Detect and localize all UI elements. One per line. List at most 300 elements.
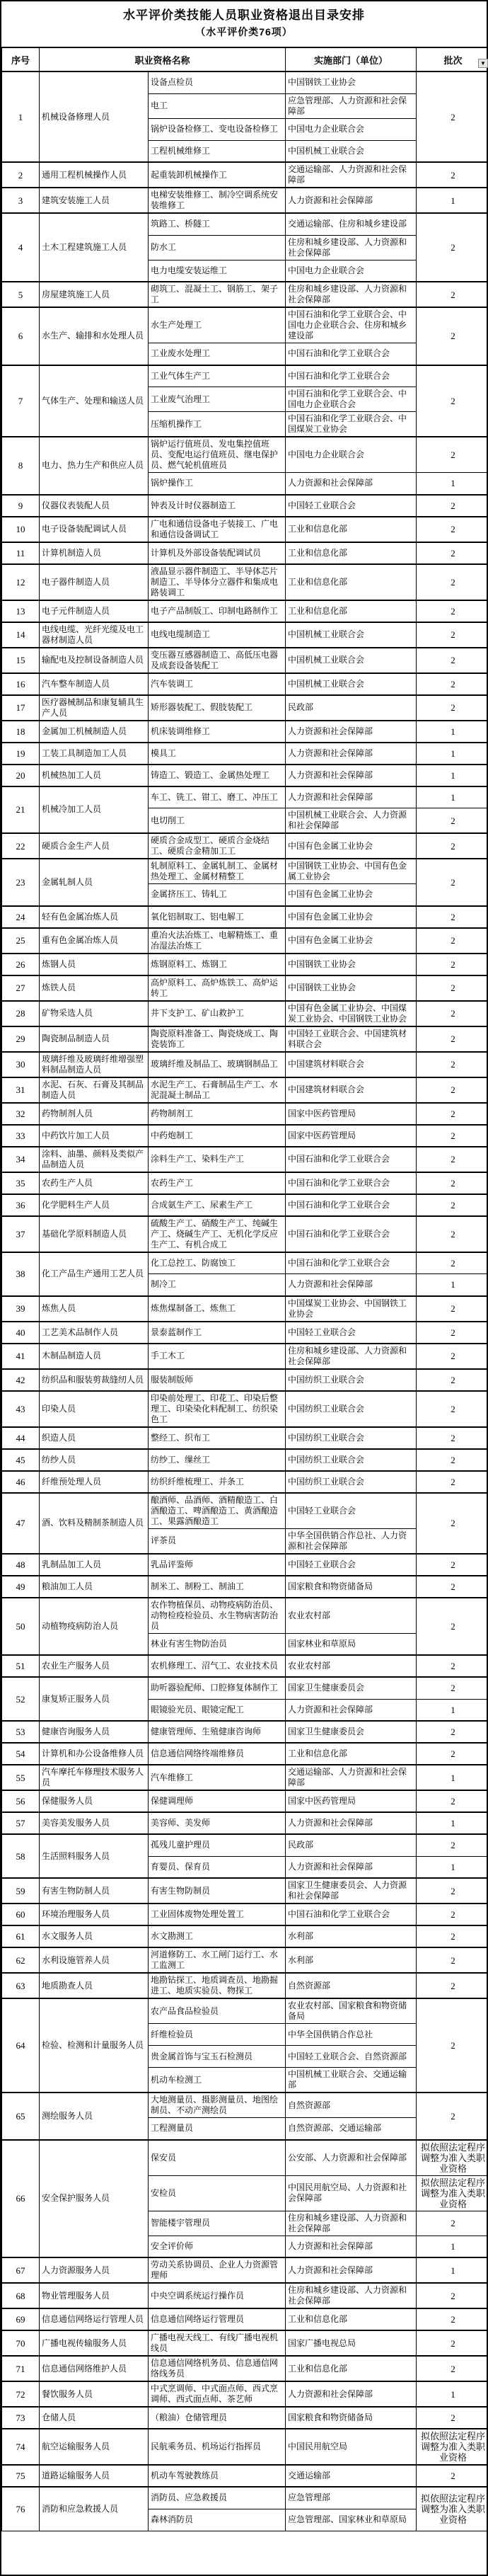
row-index-cell: 29 — [2, 1026, 40, 1052]
row-index-cell: 59 — [2, 1878, 40, 1904]
category-cell: 机械热加工人员 — [40, 765, 149, 786]
category-cell: 医疗器械制品和康复辅具生产人员 — [40, 695, 149, 721]
category-cell: 康复矫正服务人员 — [40, 1677, 149, 1721]
category-cell: 通用工程机械操作人员 — [40, 162, 149, 188]
department-cell: 住房和城乡建设部、人力资源和社会保障部 — [286, 235, 417, 260]
table-row — [2, 786, 488, 808]
category-cell: 汽车整车制造人员 — [40, 673, 149, 695]
batch-cell: 2 — [417, 1925, 488, 1947]
batch-cell: 1 — [417, 2236, 488, 2257]
qualification-cell: 工程机械维修工 — [149, 140, 286, 162]
row-index-cell: 74 — [2, 2429, 40, 2465]
qualification-cell: 液晶显示器件制造工、半导体芯片制造工、半导体分立器件和集成电路装调工 — [149, 564, 286, 600]
department-cell: 人力资源和社会保障部 — [286, 1699, 417, 1721]
table-row — [2, 1878, 488, 1904]
department-cell: 中国有色金属工业协会 — [286, 928, 417, 954]
batch-cell: 2 — [417, 600, 488, 622]
row-index-cell: 27 — [2, 975, 40, 1001]
qualification-cell: 涂料生产工、染料生产工 — [149, 1147, 286, 1172]
row-index-cell: 34 — [2, 1147, 40, 1172]
batch-cell: 2 — [417, 1790, 488, 1812]
row-index-cell: 10 — [2, 517, 40, 542]
department-cell: 公安部、人力资源和社会保障部 — [286, 2140, 417, 2176]
table-row — [2, 2257, 488, 2283]
table-row — [2, 1125, 488, 1147]
department-cell: 中国建筑材料联合会 — [286, 1077, 417, 1103]
qualification-cell: 砌筑工、混凝土工、钢筋工、架子工 — [149, 282, 286, 307]
qualification-cell: 计算机及外部设备装配调试员 — [149, 542, 286, 564]
category-cell: 乳制品加工人员 — [40, 1554, 149, 1576]
department-cell: 人力资源和社会保障部 — [286, 786, 417, 808]
department-cell: 中国机械工业联合会、交通运输部 — [286, 2068, 417, 2093]
batch-cell: 2 — [417, 2356, 488, 2381]
table-row — [2, 542, 488, 564]
row-index-cell: 58 — [2, 1834, 40, 1878]
department-cell: 中国纺织工业联合会 — [286, 1369, 417, 1391]
department-cell: 自然资源部、交通运输部 — [286, 2118, 417, 2140]
table-row — [2, 1216, 488, 1252]
qualification-cell: 轧制原料工、金属轧制工、金属材热处理工、金属材精整工 — [149, 859, 286, 884]
row-index-cell: 37 — [2, 1216, 40, 1252]
table-row — [2, 673, 488, 695]
row-index-cell: 76 — [2, 2487, 40, 2531]
batch-cell: 拟依照法定程序调整为准入类职业资格 — [417, 2429, 488, 2465]
qualification-cell: 锅炉运行值班员、发电集控值班员、变配电运行值班员、继电保护员、燃气轮机值班员 — [149, 437, 286, 473]
batch-cell: 2 — [417, 1721, 488, 1743]
category-cell: 生活照料服务人员 — [40, 1834, 149, 1878]
batch-cell: 2 — [417, 2465, 488, 2487]
category-cell: 航空运输服务人员 — [40, 2429, 149, 2465]
qualification-cell: 广电和通信设备电子装接工、广电和通信设备调试工 — [149, 517, 286, 542]
qualification-cell: 乳品评鉴师 — [149, 1554, 286, 1576]
row-index-cell: 11 — [2, 542, 40, 564]
batch-cell: 1 — [417, 2257, 488, 2283]
batch-cell: 2 — [417, 1998, 488, 2093]
qualification-cell: 电梯安装维修工、制冷空调系统安装维修工 — [149, 188, 286, 213]
qualification-cell: 筑路工、桥隧工 — [149, 213, 286, 235]
qualification-cell: 防水工 — [149, 235, 286, 260]
qualification-cell: 大地测量员、摄影测量员、地图绘制员、不动产测绘员 — [149, 2093, 286, 2118]
row-index-cell: 42 — [2, 1369, 40, 1391]
header-department: 实施部门（单位） — [286, 47, 417, 71]
qualification-cell: 钟表及计时仪器制造工 — [149, 495, 286, 517]
qualification-cell: 印染前处理工、印花工、印染后整理工、印染染化料配制工、纺织染色工 — [149, 1391, 286, 1427]
batch-cell: 2 — [417, 673, 488, 695]
category-cell: 陶瓷制品制造人员 — [40, 1026, 149, 1052]
category-cell: 有害生物防制人员 — [40, 1878, 149, 1904]
qualification-cell: 劳动关系协调员、企业人力资源管理师 — [149, 2257, 286, 2283]
table-row — [2, 2330, 488, 2356]
row-index-cell: 17 — [2, 695, 40, 721]
department-cell: 中国纺织工业联合会 — [286, 1391, 417, 1427]
row-index-cell: 65 — [2, 2093, 40, 2140]
department-cell: 交通运输部、人力资源和社会保障部 — [286, 1765, 417, 1790]
department-cell: 人力资源和社会保障部 — [286, 1812, 417, 1834]
department-cell: 中国轻工业联合会、自然资源部 — [286, 2046, 417, 2068]
table-row — [2, 564, 488, 600]
category-cell: 气体生产、处理和输送人员 — [40, 365, 149, 437]
department-cell: 人力资源和社会保障部 — [286, 2236, 417, 2257]
qualification-cell: 农药生产工 — [149, 1172, 286, 1194]
department-cell: 中国石油和化学工业联合会 — [286, 1252, 417, 1274]
batch-cell: 1 — [417, 765, 488, 786]
row-index-cell: 30 — [2, 1052, 40, 1077]
qualification-cell: 手工木工 — [149, 1344, 286, 1369]
category-cell: 金属轧制人员 — [40, 859, 149, 906]
row-index-cell: 38 — [2, 1252, 40, 1296]
department-cell: 中国石油和化学工业联合会、中国电力企业联合会 — [286, 387, 417, 412]
category-cell: 硬质合金生产人员 — [40, 833, 149, 859]
department-cell: 中国纺织工业联合会 — [286, 1449, 417, 1471]
department-cell: 工业和信息化部 — [286, 1743, 417, 1765]
department-cell: 人力资源和社会保障部 — [286, 473, 417, 495]
qualification-cell: 有害生物防制员 — [149, 1878, 286, 1904]
row-index-cell: 60 — [2, 1904, 40, 1925]
table-row — [2, 1598, 488, 1634]
qualification-cell: 民航乘务员、机场运行指挥员 — [149, 2429, 286, 2465]
row-index-cell: 22 — [2, 833, 40, 859]
row-index-cell: 62 — [2, 1947, 40, 1973]
category-cell: 测绘服务人员 — [40, 2093, 149, 2140]
batch-cell: 2 — [417, 1391, 488, 1427]
qualification-cell: 信息通信网络运行管理员 — [149, 2308, 286, 2330]
category-cell: 药物制剂人员 — [40, 1103, 149, 1125]
department-cell: 人力资源和社会保障部 — [286, 765, 417, 786]
row-index-cell: 23 — [2, 859, 40, 906]
category-cell: 汽车摩托车修理技术服务人员 — [40, 1765, 149, 1790]
batch-cell: 拟依照法定程序调整为准入类职业资格 — [417, 2140, 488, 2176]
table-row — [2, 1655, 488, 1677]
department-cell: 民政部 — [286, 1834, 417, 1856]
category-cell: 玻璃纤维及玻璃纤维增强塑料制品制造人员 — [40, 1052, 149, 1077]
batch-cell: 2 — [417, 975, 488, 1001]
department-cell: 中国轻工业联合会 — [286, 1322, 417, 1344]
department-cell: 民政部 — [286, 695, 417, 721]
category-cell: 化学肥料生产人员 — [40, 1194, 149, 1216]
qualification-cell: 评茶员 — [149, 1528, 286, 1554]
batch-cell: 2 — [417, 282, 488, 307]
department-cell: 中国钢铁工业协会 — [286, 71, 417, 93]
department-cell: 中华全国供销合作总社 — [286, 2024, 417, 2046]
category-cell: 织造人员 — [40, 1427, 149, 1449]
row-index-cell: 48 — [2, 1554, 40, 1576]
department-cell: 中国有色金属工业协会 — [286, 906, 417, 928]
qualification-cell: 孤残儿童护理员 — [149, 1834, 286, 1856]
table-row — [2, 928, 488, 954]
row-index-cell: 6 — [2, 307, 40, 365]
department-cell: 住房和城乡建设部、人力资源和社会保障部 — [286, 2283, 417, 2308]
category-cell: 广播电视传输服务人员 — [40, 2330, 149, 2356]
qualification-cell: 信息通信网络机务员、信息通信网络线务员 — [149, 2356, 286, 2381]
department-cell: 中国有色金属工业协会 — [286, 884, 417, 906]
batch-cell: 2 — [417, 1026, 488, 1052]
row-index-cell: 39 — [2, 1296, 40, 1322]
department-cell: 人力资源和社会保障部 — [286, 2381, 417, 2407]
category-cell: 计算机制造人员 — [40, 542, 149, 564]
qualification-cell: 农机修理工、沼气工、农业技术员 — [149, 1655, 286, 1677]
row-index-cell: 75 — [2, 2465, 40, 2487]
row-index-cell: 57 — [2, 1812, 40, 1834]
table-row — [2, 307, 488, 343]
qualification-cell: 中式烹调师、中式面点师、西式烹调师、西式面点师、茶艺师 — [149, 2381, 286, 2407]
department-cell: 中国纺织工业联合会 — [286, 1471, 417, 1493]
department-cell: 国家粮食和物资储备局 — [286, 2407, 417, 2429]
qualification-cell: 机动车检测工 — [149, 2068, 286, 2093]
row-index-cell: 33 — [2, 1125, 40, 1147]
department-cell: 国家中医药管理局 — [286, 1125, 417, 1147]
department-cell: 工业和信息化部 — [286, 2356, 417, 2381]
qualification-cell: 农作物植保员、动物疫病防治员、动物检疫检验员、水生物病害防治员 — [149, 1598, 286, 1634]
batch-filter-dropdown-icon[interactable]: ▼ — [478, 59, 488, 68]
category-cell: 美容美发服务人员 — [40, 1812, 149, 1834]
table-row — [2, 2283, 488, 2308]
row-index-cell: 5 — [2, 282, 40, 307]
table-row — [2, 1147, 488, 1172]
qualification-cell: 电工 — [149, 93, 286, 118]
row-index-cell: 19 — [2, 743, 40, 765]
table-row — [2, 2407, 488, 2429]
table-row — [2, 2093, 488, 2118]
qualification-cell: 变压器互感器制造工、高低压电器及成套设备装配工 — [149, 648, 286, 673]
qualification-cell: 水泥生产工、石膏制品生产工、水泥混凝土制品工 — [149, 1077, 286, 1103]
batch-cell: 2 — [417, 2407, 488, 2429]
category-cell: 中药饮片加工人员 — [40, 1125, 149, 1147]
table-body — [2, 71, 488, 2531]
row-index-cell: 71 — [2, 2356, 40, 2381]
department-cell: 中国有色金属工业协会、中国煤炭工业协会、中国钢铁工业协会 — [286, 1001, 417, 1026]
department-cell: 中国石油和化学工业联合会 — [286, 1216, 417, 1252]
category-cell: 印染人员 — [40, 1391, 149, 1427]
batch-cell: 2 — [417, 622, 488, 648]
category-cell: 木制品制造人员 — [40, 1344, 149, 1369]
department-cell: 国家卫生健康委员会、人力资源和社会保障部 — [286, 1878, 417, 1904]
department-cell: 中国煤炭工业协会、中国钢铁工业协会 — [286, 1296, 417, 1322]
row-index-cell: 53 — [2, 1721, 40, 1743]
qualification-cell: 智能楼宇管理员 — [149, 2211, 286, 2236]
table-row — [2, 1052, 488, 1077]
batch-cell: 1 — [417, 786, 488, 808]
department-cell: 交通运输部、住房和城乡建设部 — [286, 213, 417, 235]
batch-cell: 2 — [417, 1878, 488, 1904]
row-index-cell: 24 — [2, 906, 40, 928]
department-cell: 住房和城乡建设部、人力资源和社会保障部 — [286, 282, 417, 307]
batch-cell: 2 — [417, 2283, 488, 2308]
table-row — [2, 833, 488, 859]
table-row — [2, 1252, 488, 1274]
category-cell: 炼焦人员 — [40, 1296, 149, 1322]
qualification-cell: 起重装卸机械操作工 — [149, 162, 286, 188]
category-cell: 仓储人员 — [40, 2407, 149, 2429]
category-cell: 机械设备修理人员 — [40, 71, 149, 162]
row-index-cell: 28 — [2, 1001, 40, 1026]
category-cell: 涂料、油墨、颜料及类似产品制造人员 — [40, 1147, 149, 1172]
category-cell: 计算机和办公设备维修人员 — [40, 1743, 149, 1765]
row-index-cell: 49 — [2, 1576, 40, 1598]
category-cell: 房屋建筑施工人员 — [40, 282, 149, 307]
category-cell: 环境治理服务人员 — [40, 1904, 149, 1925]
table-row — [2, 975, 488, 1001]
department-cell: 中国石油和化学工业联合会 — [286, 365, 417, 387]
batch-cell: 2 — [417, 1554, 488, 1576]
qualification-cell: 电切削工 — [149, 808, 286, 834]
row-index-cell: 3 — [2, 188, 40, 213]
table-row — [2, 765, 488, 786]
batch-cell: 2 — [417, 365, 488, 437]
category-cell: 电力、热力生产和供应人员 — [40, 437, 149, 495]
row-index-cell: 31 — [2, 1077, 40, 1103]
table-row — [2, 1194, 488, 1216]
row-index-cell: 67 — [2, 2257, 40, 2283]
table-row — [2, 71, 488, 93]
category-cell: 建筑安装施工人员 — [40, 188, 149, 213]
department-cell: 中国电力企业联合会 — [286, 118, 417, 140]
category-cell: 电线电缆、光纤光缆及电工器材制造人员 — [40, 622, 149, 648]
batch-cell: 2 — [417, 1194, 488, 1216]
qualification-cell: 林业有害生物防治员 — [149, 1633, 286, 1655]
batch-cell: 1 — [417, 473, 488, 495]
qualification-cell: 眼镜验光员、眼镜定配工 — [149, 1699, 286, 1721]
batch-cell: 1 — [417, 1699, 488, 1721]
table-row — [2, 695, 488, 721]
batch-cell: 2 — [417, 213, 488, 282]
qualification-cell: 消防员、应急救援员 — [149, 2487, 286, 2509]
row-index-cell: 66 — [2, 2140, 40, 2258]
department-cell: 中国钢铁工业协会 — [286, 954, 417, 975]
batch-cell: 2 — [417, 1369, 488, 1391]
row-index-cell: 56 — [2, 1790, 40, 1812]
batch-cell: 2 — [417, 71, 488, 162]
row-index-cell: 18 — [2, 721, 40, 743]
table-row — [2, 1077, 488, 1103]
department-cell: 农业农村部 — [286, 1655, 417, 1677]
department-cell: 国家卫生健康委员会 — [286, 1721, 417, 1743]
table-row — [2, 1493, 488, 1529]
batch-cell: 2 — [417, 2330, 488, 2356]
qualification-cell: 育婴员、保育员 — [149, 1856, 286, 1878]
category-cell: 信息通信网络维护人员 — [40, 2356, 149, 2381]
batch-cell: 2 — [417, 1125, 488, 1147]
row-index-cell: 15 — [2, 648, 40, 673]
qualification-cell: 汽车维修工 — [149, 1765, 286, 1790]
department-cell: 农业农村部、国家粮食和物资储备局 — [286, 1998, 417, 2024]
department-cell: 人力资源和社会保障部 — [286, 743, 417, 765]
department-cell: 农业农村部 — [286, 1598, 417, 1634]
department-cell: 水利部 — [286, 1947, 417, 1973]
department-cell: 人力资源和社会保障部 — [286, 1274, 417, 1296]
row-index-cell: 7 — [2, 365, 40, 437]
department-cell: 中国机械工业联合会 — [286, 622, 417, 648]
qualification-cell: 工程测量员 — [149, 2118, 286, 2140]
qualification-cell: 工业固体废物处理处置工 — [149, 1904, 286, 1925]
row-index-cell: 8 — [2, 437, 40, 495]
batch-cell: 1 — [417, 721, 488, 743]
qualification-cell: 安全评价师 — [149, 2236, 286, 2257]
batch-cell: 2 — [417, 1427, 488, 1449]
batch-cell: 2 — [417, 1296, 488, 1322]
qualification-cell: 酿酒师、品酒师、酒精酿造工、白酒酿造工、啤酒酿造工、黄酒酿造工、果露酒酿造工 — [149, 1493, 286, 1529]
qualification-cell: 纤维检验员 — [149, 2024, 286, 2046]
department-cell: 中国机械工业联合会、人力资源和社会保障部 — [286, 808, 417, 834]
category-cell: 纤维预处理人员 — [40, 1471, 149, 1493]
header-batch — [417, 47, 488, 71]
qualification-cell: 机动车驾驶教练员 — [149, 2465, 286, 2487]
header-index: 序号 — [2, 47, 40, 71]
batch-cell: 2 — [417, 1172, 488, 1194]
row-index-cell: 25 — [2, 928, 40, 954]
department-cell: 国家粮食和物资储备局 — [286, 1576, 417, 1598]
table-row — [2, 2487, 488, 2509]
category-cell: 电子元件制造人员 — [40, 600, 149, 622]
batch-cell: 2 — [417, 808, 488, 834]
batch-cell: 2 — [417, 1103, 488, 1125]
table-row — [2, 1296, 488, 1322]
table-row — [2, 1677, 488, 1699]
batch-cell: 2 — [417, 1322, 488, 1344]
batch-cell: 2 — [417, 1252, 488, 1274]
qualification-cell: 压缩机操作工 — [149, 412, 286, 437]
row-index-cell: 64 — [2, 1998, 40, 2093]
department-cell: 中国民用航空局、人力资源和社会保障部 — [286, 2175, 417, 2211]
row-index-cell: 36 — [2, 1194, 40, 1216]
table-row — [2, 2356, 488, 2381]
qualification-cell: 水文勘测工 — [149, 1925, 286, 1947]
table-row — [2, 2381, 488, 2407]
row-index-cell: 54 — [2, 1743, 40, 1765]
batch-cell: 2 — [417, 648, 488, 673]
row-index-cell: 16 — [2, 673, 40, 695]
table-row — [2, 437, 488, 473]
batch-cell: 1 — [417, 188, 488, 213]
row-index-cell: 61 — [2, 1925, 40, 1947]
title-block — [1, 1, 487, 47]
qualification-cell: 整经工、织布工 — [149, 1427, 286, 1449]
batch-cell: 2 — [417, 1147, 488, 1172]
qualification-cell: 纺织纤维梳理工、并条工 — [149, 1471, 286, 1493]
qualification-cell: 硫酸生产工、硝酸生产工、纯碱生产工、烧碱生产工、无机化学反应生产工、有机合成工 — [149, 1216, 286, 1252]
category-cell: 农业生产服务人员 — [40, 1655, 149, 1677]
department-cell: 应急管理部 — [286, 2487, 417, 2509]
row-index-cell: 73 — [2, 2407, 40, 2429]
department-cell: 中国轻工业联合会 — [286, 1493, 417, 1529]
qualification-cell: 中药炮制工 — [149, 1125, 286, 1147]
department-cell: 自然资源部 — [286, 1973, 417, 1998]
table-row — [2, 517, 488, 542]
batch-cell: 2 — [417, 307, 488, 365]
batch-cell: 2 — [417, 162, 488, 188]
department-cell: 中国石油和化学工业联合会 — [286, 1172, 417, 1194]
row-index-cell: 14 — [2, 622, 40, 648]
qualification-cell: 合成氨生产工、尿素生产工 — [149, 1194, 286, 1216]
table-row — [2, 213, 488, 235]
qualification-table — [1, 47, 488, 2531]
table-row — [2, 2308, 488, 2330]
qualification-cell: 工业气体生产工 — [149, 365, 286, 387]
qualification-cell: 车工、铣工、钳工、磨工、冲压工 — [149, 786, 286, 808]
department-cell: 中国轻工业联合会 — [286, 495, 417, 517]
department-cell: 中国石油和化学工业联合会 — [286, 1147, 417, 1172]
category-cell: 物业管理服务人员 — [40, 2283, 149, 2308]
table-row — [2, 1973, 488, 1998]
qualification-cell: 汽车装调工 — [149, 673, 286, 695]
department-cell: 人力资源和社会保障部 — [286, 1856, 417, 1878]
category-cell: 仪器仪表装配人员 — [40, 495, 149, 517]
table-row — [2, 859, 488, 884]
table-row — [2, 1947, 488, 1973]
department-cell: 中国建筑材料联合会 — [286, 1052, 417, 1077]
category-cell: 酒、饮料及精制茶制造人员 — [40, 1493, 149, 1554]
category-cell: 电子设备装配调试人员 — [40, 517, 149, 542]
qualification-cell: 农产品食品检验员 — [149, 1998, 286, 2024]
